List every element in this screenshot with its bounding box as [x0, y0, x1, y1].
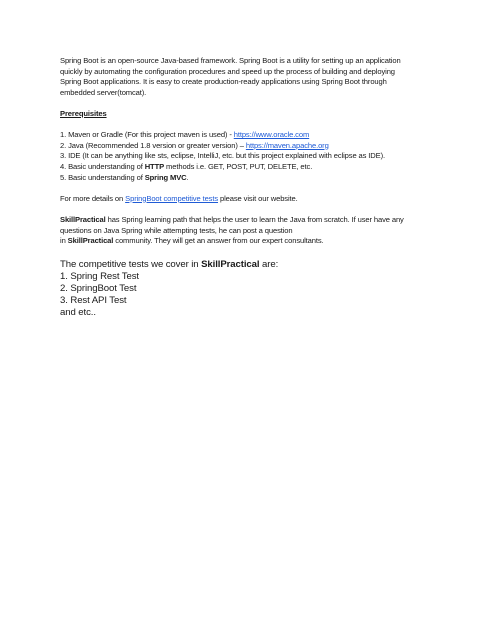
list-item: 3. IDE (It can be anything like sts, eclipse, IntelliJ, etc. but this project explained with eclipse as IDE).: [60, 151, 386, 161]
list-item-text: methods i.e. GET, POST, PUT, DELETE, etc.: [164, 161, 313, 171]
test-item: 2. SpringBoot Test: [60, 282, 137, 294]
prerequisites-heading: Prerequisites: [60, 108, 107, 118]
intro-line: Spring Boot is an open-source Java-based framework. Spring Boot is a utility for setting up an application: [60, 56, 401, 65]
document-page: [60, 56, 442, 319]
test-item: 3. Rest API Test: [60, 294, 127, 306]
intro-paragraph: [60, 56, 442, 98]
test-item: and etc..: [60, 306, 96, 318]
intro-line: Spring Boot applications. It is easy to create production-ready applications using Spring Boot through: [60, 77, 387, 87]
prerequisites-list: [60, 130, 442, 183]
list-item-text: 2. Java (Recommended 1.8 version or greater version) –: [60, 140, 246, 150]
list-item-text: 5. Basic understanding of: [60, 172, 145, 182]
list-item-text: .: [186, 172, 189, 182]
brand-name: SkillPractical: [201, 258, 260, 270]
competitive-tests-link[interactable]: SpringBoot competitive tests: [125, 193, 219, 203]
intro-line: quickly by automating the configuration procedures and speed up the process of building and deploying: [60, 66, 395, 76]
intro-line: embedded server(tomcat).: [60, 87, 147, 97]
list-item: [60, 162, 442, 173]
list-item: [60, 173, 442, 184]
list-item-bold: HTTP: [144, 161, 165, 171]
brand-name: SkillPractical: [60, 214, 106, 224]
brand-name: SkillPractical: [67, 236, 114, 246]
tests-intro: The competitive tests we cover in SkillPractical are:: [60, 258, 279, 270]
list-item-text: 1. Maven or Gradle (For this project maven is used) -: [60, 130, 234, 140]
list-item-text: 4. Basic understanding of: [60, 161, 145, 171]
oracle-link[interactable]: https://www.oracle.com: [233, 130, 310, 140]
list-item: [60, 130, 442, 141]
tests-section: [60, 259, 442, 319]
list-item-bold: Spring MVC: [144, 172, 187, 182]
list-item: [60, 141, 442, 152]
more-details-paragraph: For more details on SpringBoot competitive tests please visit our website.: [60, 193, 298, 203]
test-item: 1. Spring Rest Test: [60, 270, 139, 282]
skillpractical-paragraph: SkillPractical has Spring learning path that helps the user to learn the Java from scratch. If user have any questions on Java Spring while attempting tests, he can post a question in SkillPractical community. They will get an answer from our expert consultants.: [60, 214, 404, 246]
maven-link[interactable]: https://maven.apache.org: [245, 140, 329, 150]
